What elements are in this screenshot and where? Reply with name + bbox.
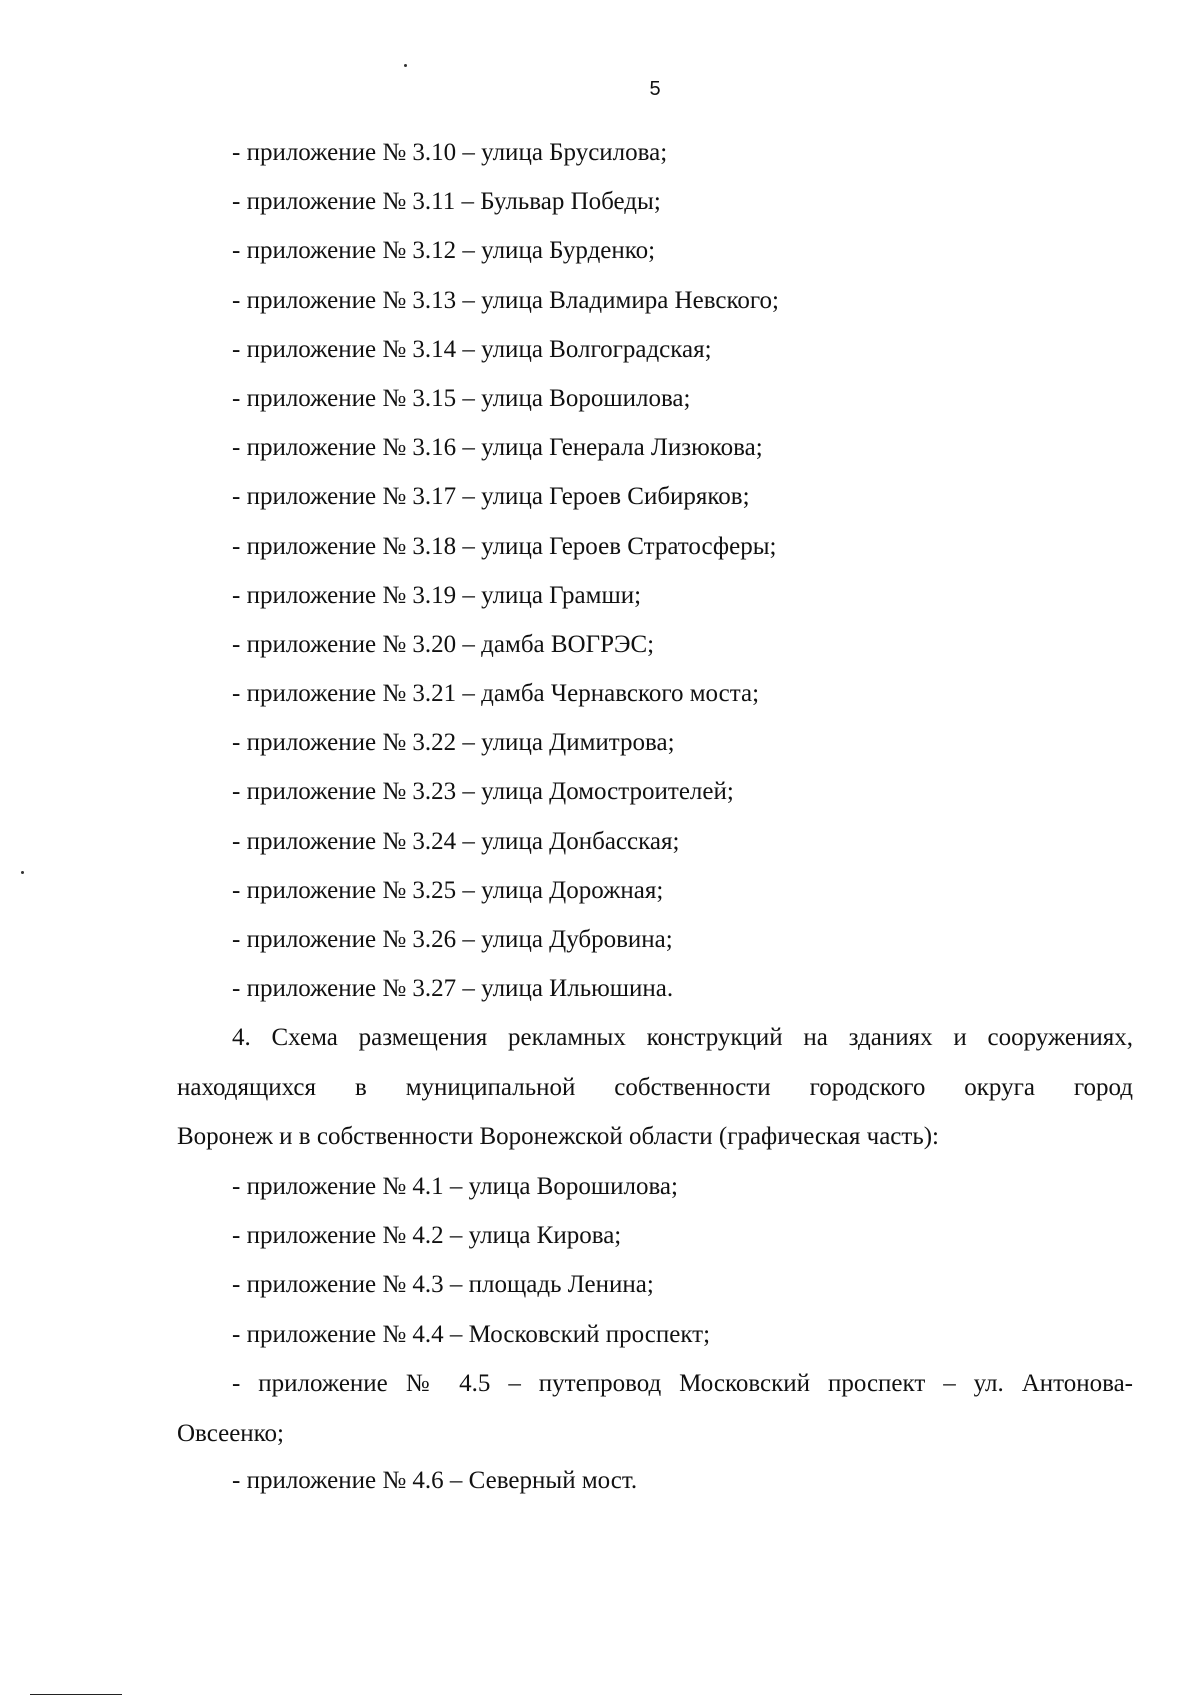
list-item: - приложение № 3.19 – улица Грамши;: [232, 581, 642, 609]
list-item-line: - приложение № 4.5 – путепровод Московский проспект – ул. Антонова-: [232, 1370, 1133, 1397]
list-item: - приложение № 3.21 – дамба Чернавского моста;: [232, 680, 760, 708]
appendix-list-4: [232, 1162, 1132, 1359]
list-item: - приложение № 4.2 – улица Кирова;: [232, 1222, 622, 1250]
list-item: - приложение № 3.24 – улица Донбасская;: [232, 827, 680, 855]
scan-speck: [404, 64, 407, 67]
list-item-line: Овсеенко;: [177, 1419, 285, 1447]
section-4-line: Воронеж и в собственности Воронежской области (графическая часть):: [177, 1123, 939, 1150]
section-4-line: 4. Схема размещения рекламных конструкций на зданиях и сооружениях,: [232, 1024, 1133, 1051]
list-item: - приложение № 4.3 – площадь Ленина;: [232, 1271, 654, 1299]
list-item: - приложение № 3.11 – Бульвар Победы;: [232, 188, 661, 216]
list-item: - приложение № 3.15 – улица Ворошилова;: [232, 384, 691, 412]
list-item: - приложение № 4.1 – улица Ворошилова;: [232, 1173, 678, 1200]
list-item: - приложение № 3.12 – улица Бурденко;: [232, 237, 656, 265]
section-4-paragraph: [177, 1013, 1133, 1162]
list-item: - приложение № 3.17 – улица Героев Сибиряков;: [232, 483, 750, 511]
list-item: - приложение № 3.20 – дамба ВОГРЭС;: [232, 630, 655, 658]
list-item: - приложение № 3.10 – улица Брусилова;: [232, 139, 668, 166]
list-item: - приложение № 3.13 – улица Владимира Невского;: [232, 286, 779, 314]
section-4-line: находящихся в муниципальной собственности городского округа город: [177, 1073, 1133, 1101]
list-item: - приложение № 4.4 – Московский проспект;: [232, 1320, 711, 1348]
appendix-item-4-6: - приложение № 4.6 – Северный мост.: [232, 1467, 638, 1494]
list-item: - приложение № 3.18 – улица Героев Стратосферы;: [232, 532, 777, 560]
list-item: - приложение № 3.14 – улица Волгоградская;: [232, 335, 712, 363]
list-item: - приложение № 3.22 – улица Димитрова;: [232, 729, 675, 757]
scan-speck: [21, 871, 24, 874]
appendix-item-4-5: [177, 1359, 1133, 1458]
page-number: 5: [649, 78, 661, 100]
list-item: - приложение № 3.26 – улица Дубровина;: [232, 926, 673, 953]
list-item: - приложение № 3.27 – улица Ильюшина.: [232, 975, 674, 1003]
list-item: - приложение № 3.25 – улица Дорожная;: [232, 876, 664, 904]
list-item: - приложение № 3.23 – улица Домостроителей;: [232, 778, 734, 806]
list-item: - приложение № 3.16 – улица Генерала Лизюкова;: [232, 434, 763, 462]
footnote-divider: [30, 1694, 122, 1695]
appendix-list-3: [232, 128, 1132, 1013]
